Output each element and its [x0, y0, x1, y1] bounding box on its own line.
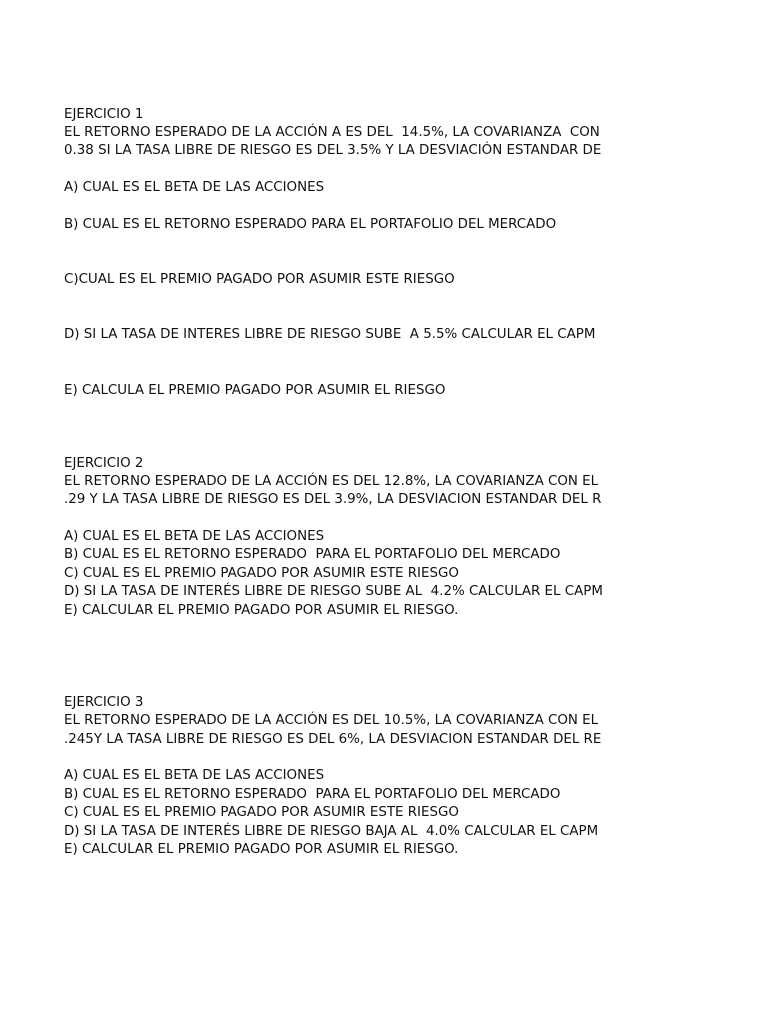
- exercise-3-question-c: C) CUAL ES EL PREMIO PAGADO POR ASUMIR ESTE RIESGO: [64, 805, 459, 820]
- exercise-2-question-b: B) CUAL ES EL RETORNO ESPERADO PARA EL PORTAFOLIO DEL MERCADO: [64, 547, 561, 562]
- exercise-2-question-d: D) SI LA TASA DE INTERÉS LIBRE DE RIESGO SUBE AL 4.2% CALCULAR EL CAPM: [64, 584, 603, 599]
- exercise-1-question-b: B) CUAL ES EL RETORNO ESPERADO PARA EL PORTAFOLIO DEL MERCADO: [64, 217, 557, 232]
- exercise-1-question-c: C)CUAL ES EL PREMIO PAGADO POR ASUMIR ESTE RIESGO: [64, 272, 455, 287]
- exercise-3-question-a: A) CUAL ES EL BETA DE LAS ACCIONES: [64, 768, 325, 783]
- exercise-1-statement-line-1: EL RETORNO ESPERADO DE LA ACCIÓN A ES DEL 14.5%, LA COVARIANZA CON: [64, 125, 600, 140]
- exercise-3-question-e: E) CALCULAR EL PREMIO PAGADO POR ASUMIR EL RIESGO.: [64, 842, 459, 857]
- exercise-3-statement-line-1: EL RETORNO ESPERADO DE LA ACCIÓN ES DEL 10.5%, LA COVARIANZA CON EL: [64, 713, 599, 728]
- exercise-2-title: EJERCICIO 2: [64, 456, 144, 471]
- exercise-1-question-e: E) CALCULA EL PREMIO PAGADO POR ASUMIR EL RIESGO: [64, 383, 446, 398]
- exercise-2-question-c: C) CUAL ES EL PREMIO PAGADO POR ASUMIR ESTE RIESGO: [64, 566, 459, 581]
- exercise-3-question-b: B) CUAL ES EL RETORNO ESPERADO PARA EL PORTAFOLIO DEL MERCADO: [64, 787, 561, 802]
- exercise-1-question-a: A) CUAL ES EL BETA DE LAS ACCIONES: [64, 180, 325, 195]
- exercise-3-statement-line-2: .245Y LA TASA LIBRE DE RIESGO ES DEL 6%, LA DESVIACION ESTANDAR DEL RE: [64, 732, 602, 747]
- exercise-1-title: EJERCICIO 1: [64, 107, 144, 122]
- exercise-3-title: EJERCICIO 3: [64, 695, 144, 710]
- exercise-3-question-d: D) SI LA TASA DE INTERÉS LIBRE DE RIESGO BAJA AL 4.0% CALCULAR EL CAPM: [64, 824, 599, 839]
- exercise-1-statement-line-2: 0.38 SI LA TASA LIBRE DE RIESGO ES DEL 3.5% Y LA DESVIACIÓN ESTANDAR DE: [64, 143, 602, 158]
- exercise-2-statement-line-1: EL RETORNO ESPERADO DE LA ACCIÓN ES DEL 12.8%, LA COVARIANZA CON EL: [64, 474, 599, 489]
- exercise-1-question-d: D) SI LA TASA DE INTERES LIBRE DE RIESGO SUBE A 5.5% CALCULAR EL CAPM: [64, 327, 596, 342]
- document-page: [64, 0, 620, 1024]
- exercise-2-statement-line-2: .29 Y LA TASA LIBRE DE RIESGO ES DEL 3.9%, LA DESVIACION ESTANDAR DEL R: [64, 492, 602, 507]
- exercise-2-question-a: A) CUAL ES EL BETA DE LAS ACCIONES: [64, 529, 325, 544]
- exercise-2-question-e: E) CALCULAR EL PREMIO PAGADO POR ASUMIR EL RIESGO.: [64, 603, 459, 618]
